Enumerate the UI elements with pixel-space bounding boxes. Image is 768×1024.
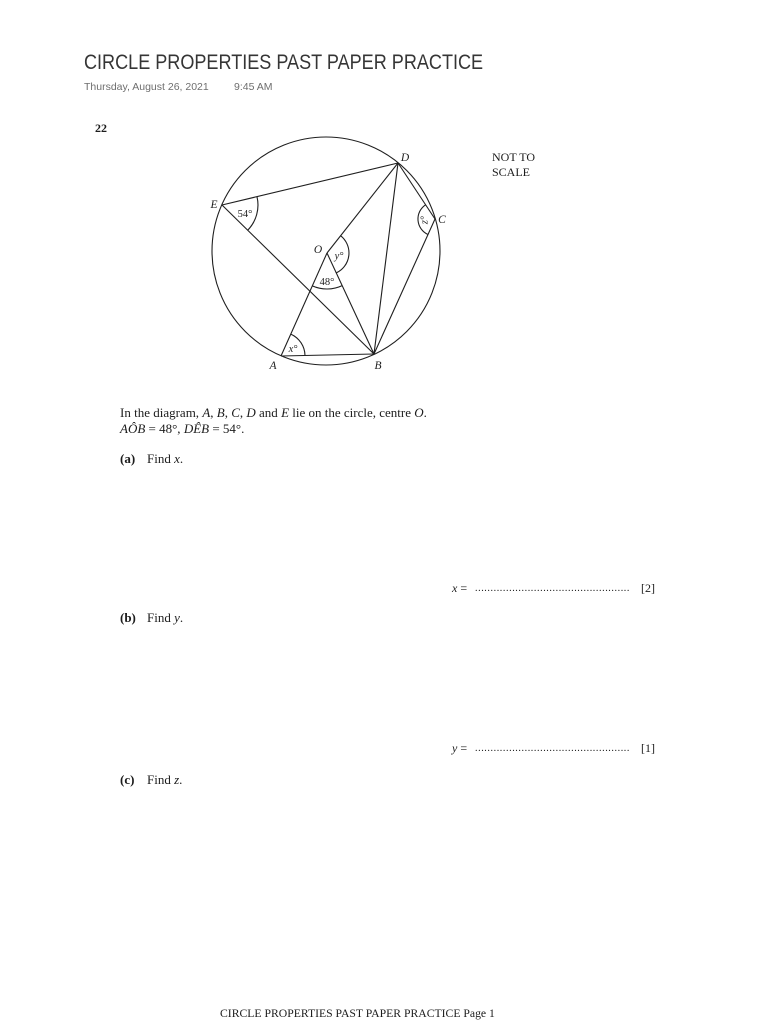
question-given-angles	[120, 421, 244, 437]
part-c-prompt	[147, 772, 182, 788]
text-run: .	[179, 610, 184, 625]
italic-text-run: y	[452, 741, 458, 755]
italic-text-run: x	[452, 581, 458, 595]
text-run: = 48°,	[145, 421, 184, 436]
italic-text-run: C	[231, 405, 240, 420]
italic-text-run: x	[174, 451, 180, 466]
angle-label-c: z°	[419, 215, 431, 225]
page-date: Thursday, August 26, 2021	[84, 81, 209, 93]
italic-text-run: D	[246, 405, 256, 420]
text-run: .	[423, 405, 427, 420]
italic-text-run: y	[174, 610, 180, 625]
part-b-answer-label	[452, 741, 467, 755]
chord-db	[374, 163, 398, 354]
part-a-label: (a)	[120, 451, 136, 466]
italic-text-run: A	[202, 405, 211, 420]
point-label-e: E	[210, 199, 218, 211]
angle-label-e: 54°	[237, 209, 253, 220]
part-a-prompt	[147, 451, 183, 467]
page-title: CIRCLE PROPERTIES PAST PAPER PRACTICE	[84, 51, 484, 74]
radius-ob	[327, 253, 374, 354]
not-to-scale-note	[492, 150, 535, 180]
part-b-marks: [1]	[641, 741, 655, 755]
radius-oa	[281, 253, 327, 356]
not-to-scale-line: SCALE	[492, 165, 531, 179]
angle-label-o-y: y°	[334, 251, 344, 262]
italic-text-run: B	[216, 405, 225, 420]
text-run: .	[179, 772, 183, 787]
italic-text-run: O	[414, 405, 424, 420]
chord-dc	[398, 163, 435, 219]
question-number: 22	[95, 121, 107, 135]
question-statement	[120, 405, 427, 421]
italic-text-run: E	[281, 405, 290, 420]
point-label-c: C	[438, 214, 446, 226]
radius-od	[327, 163, 398, 253]
text-run: Find	[147, 451, 175, 466]
text-run: Find	[147, 610, 175, 625]
text-run: and	[255, 405, 282, 420]
angle-label-a: x°	[288, 344, 298, 355]
part-a-answer-line: ..................................................	[475, 583, 630, 594]
italic-text-run: AÔB	[120, 421, 146, 436]
text-run: Find	[147, 772, 175, 787]
angle-label-o-aob: 48°	[319, 277, 335, 288]
text-run: = 54°.	[209, 421, 245, 436]
part-a-answer-label	[452, 581, 467, 595]
part-a-marks: [2]	[641, 581, 655, 595]
text-run: In the diagram,	[120, 405, 203, 420]
not-to-scale-line: NOT TO	[492, 150, 536, 164]
point-label-d: D	[400, 152, 410, 164]
point-label-o: O	[313, 244, 323, 256]
circle	[212, 137, 440, 365]
page-footer: CIRCLE PROPERTIES PAST PAPER PRACTICE Page 1	[220, 1007, 495, 1020]
chord-ed	[222, 163, 398, 205]
point-label-a: A	[269, 360, 277, 372]
part-b-prompt	[147, 610, 183, 626]
italic-text-run: z	[174, 772, 180, 787]
part-c-label: (c)	[120, 772, 135, 787]
part-b-answer-line: ..................................................	[475, 743, 630, 754]
part-b-label: (b)	[120, 610, 136, 625]
text-run: ,	[239, 405, 247, 420]
italic-text-run: DÊB	[183, 421, 210, 436]
text-run: ,	[224, 405, 232, 420]
text-run: lie on the circle, centre	[289, 405, 415, 420]
text-run: ,	[210, 405, 217, 420]
circle-diagram	[200, 128, 460, 378]
text-run: .	[179, 451, 184, 466]
text-run: =	[457, 581, 468, 595]
point-label-b: B	[374, 360, 382, 372]
text-run: =	[457, 741, 468, 755]
page-time: 9:45 AM	[234, 81, 273, 93]
